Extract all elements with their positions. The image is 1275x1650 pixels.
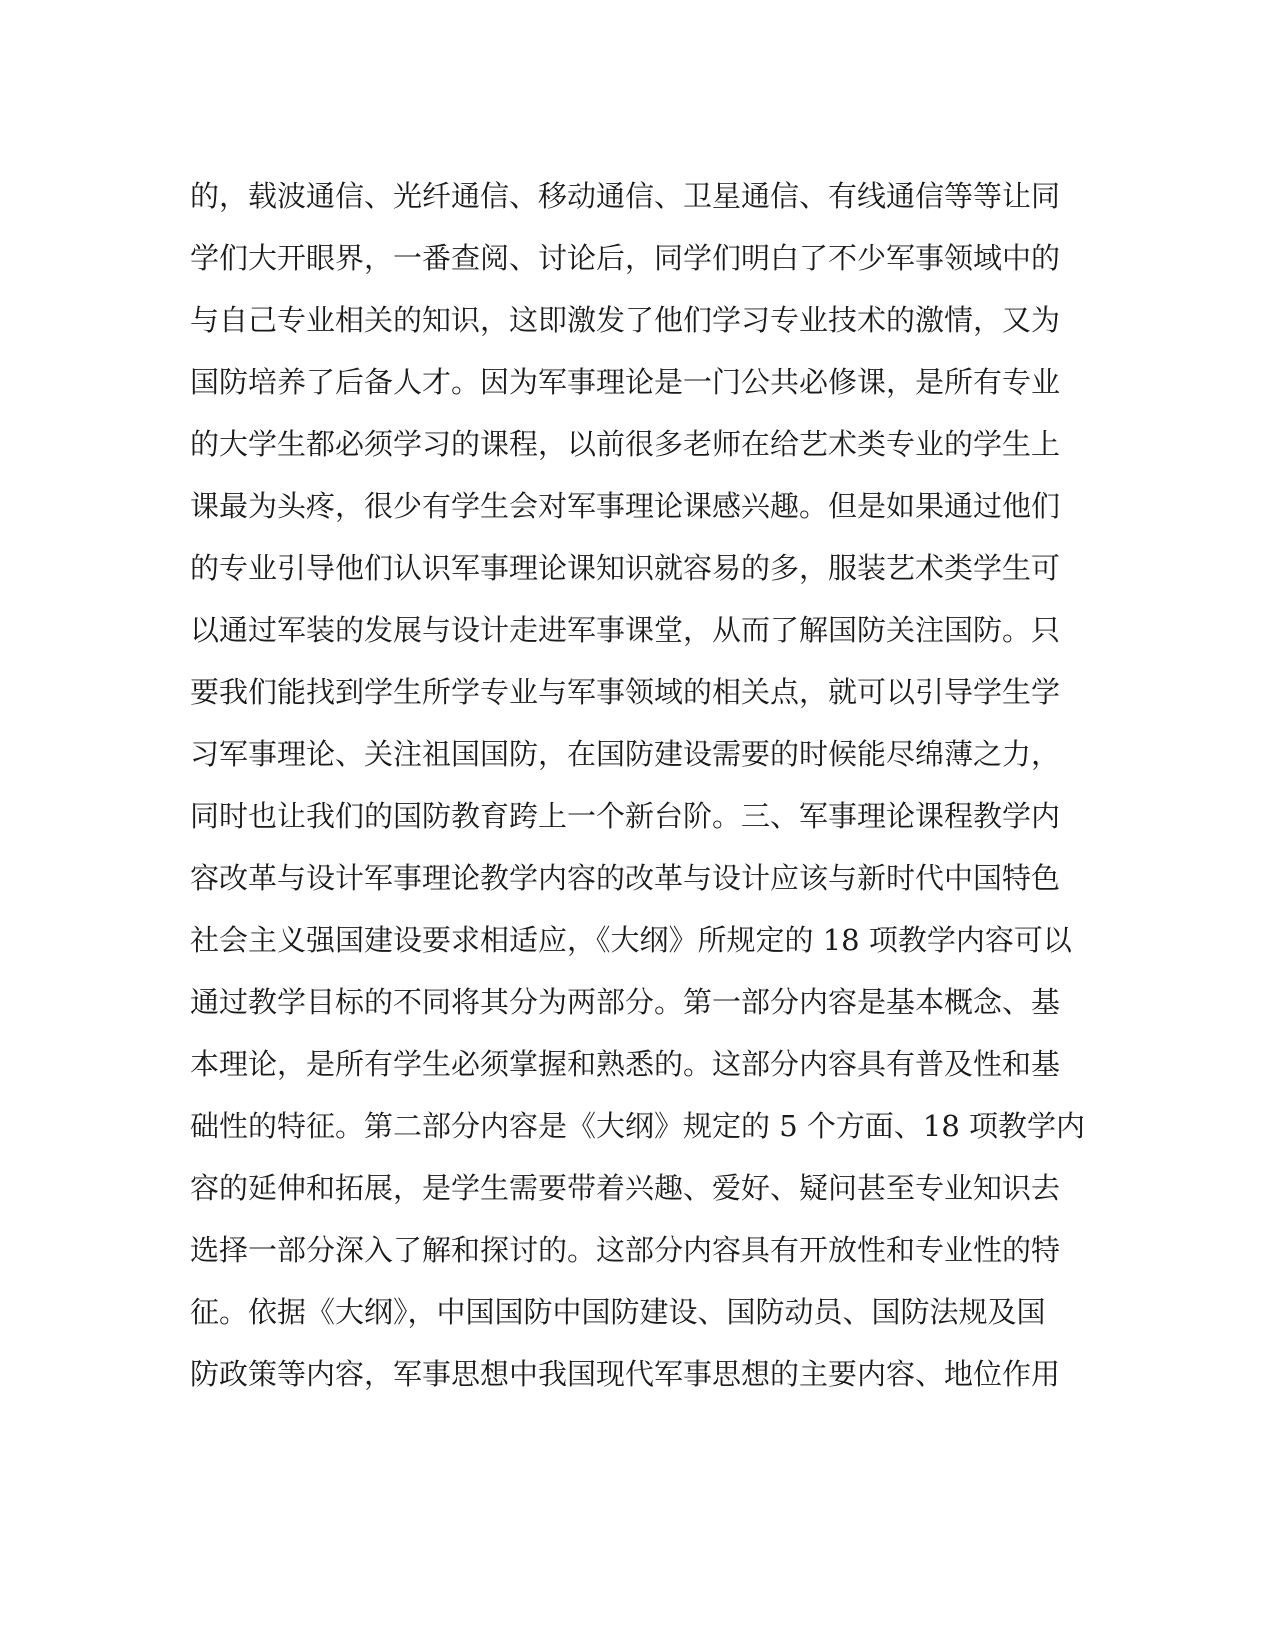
text-line: 通过教学目标的不同将其分为两部分。第一部分内容是基本概念、基 — [190, 985, 1061, 1019]
text-line: 容的延伸和拓展，是学生需要带着兴趣、爱好、疑问甚至专业知识去 — [190, 1171, 1061, 1205]
text-line: 国防培养了后备人才。因为军事理论是一门公共必修课，是所有专业 — [190, 365, 1061, 399]
text-line: 课最为头疼，很少有学生会对军事理论课感兴趣。但是如果通过他们 — [190, 489, 1061, 523]
text-line: 学们大开眼界，一番查阅、讨论后，同学们明白了不少军事领域中的 — [190, 241, 1061, 275]
text-line: 与自己专业相关的知识，这即激发了他们学习专业技术的激情，又为 — [190, 303, 1061, 337]
text-line: 社会主义强国建设要求相适应，《大纲》所规定的 18 项教学内容可以 — [190, 923, 1072, 957]
text-line: 选择一部分深入了解和探讨的。这部分内容具有开放性和专业性的特 — [190, 1233, 1061, 1267]
body-text — [190, 165, 1090, 1405]
text-line: 的大学生都必须学习的课程，以前很多老师在给艺术类专业的学生上 — [190, 427, 1061, 461]
text-line: 本理论，是所有学生必须掌握和熟悉的。这部分内容具有普及性和基 — [190, 1047, 1061, 1081]
text-line: 征。依据《大纲》，中国国防中国防建设、国防动员、国防法规及国 — [190, 1295, 1046, 1329]
text-line: 以通过军装的发展与设计走进军事课堂，从而了解国防关注国防。只 — [190, 613, 1061, 647]
text-line: 防政策等内容，军事思想中我国现代军事思想的主要内容、地位作用 — [190, 1357, 1061, 1391]
text-line: 的，载波通信、光纤通信、移动通信、卫星通信、有线通信等等让同 — [190, 179, 1061, 213]
text-line: 同时也让我们的国防教育跨上一个新台阶。三、军事理论课程教学内 — [190, 799, 1061, 833]
text-line: 的专业引导他们认识军事理论课知识就容易的多，服装艺术类学生可 — [190, 551, 1061, 585]
text-line: 要我们能找到学生所学专业与军事领域的相关点，就可以引导学生学 — [190, 675, 1061, 709]
text-line: 习军事理论、关注祖国国防，在国防建设需要的时候能尽绵薄之力， — [190, 737, 1061, 771]
text-line: 础性的特征。第二部分内容是《大纲》规定的 5 个方面、18 项教学内 — [190, 1109, 1086, 1143]
text-line: 容改革与设计军事理论教学内容的改革与设计应该与新时代中国特色 — [190, 861, 1061, 895]
